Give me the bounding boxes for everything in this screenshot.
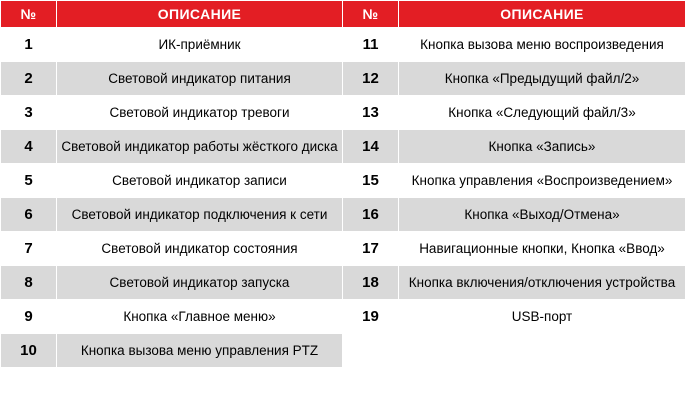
- row-description-right: Навигационные кнопки, Кнопка «Ввод»: [399, 232, 685, 266]
- row-description-left: Кнопка «Главное меню»: [57, 300, 343, 334]
- row-number-left: 1: [1, 28, 57, 62]
- row-description-left: Световой индикатор тревоги: [57, 96, 343, 130]
- table-row: [1, 232, 685, 266]
- table-body: [1, 28, 685, 368]
- table-row: [1, 300, 685, 334]
- row-number-left: 3: [1, 96, 57, 130]
- row-description-left: Кнопка вызова меню управления PTZ: [57, 334, 343, 368]
- row-number-right: 14: [343, 130, 399, 164]
- table-row: [1, 96, 685, 130]
- row-number-left: 8: [1, 266, 57, 300]
- row-description-right: Кнопка «Выход/Отмена»: [399, 198, 685, 232]
- row-description-left: Световой индикатор записи: [57, 164, 343, 198]
- table-header-row: [1, 1, 685, 28]
- table-header: [1, 1, 685, 28]
- row-description-left: Световой индикатор состояния: [57, 232, 343, 266]
- row-number-right: 17: [343, 232, 399, 266]
- table-row: [1, 130, 685, 164]
- row-number-left: 6: [1, 198, 57, 232]
- row-description-right: USB-порт: [399, 300, 685, 334]
- row-description-left: Световой индикатор подключения к сети: [57, 198, 343, 232]
- row-number-right: 11: [343, 28, 399, 62]
- row-description-left: Световой индикатор питания: [57, 62, 343, 96]
- header-number-left: №: [1, 1, 57, 28]
- row-number-right: 16: [343, 198, 399, 232]
- row-description-right: Кнопка «Следующий файл/3»: [399, 96, 685, 130]
- row-description-right: Кнопка вызова меню воспроизведения: [399, 28, 685, 62]
- table-row: [1, 266, 685, 300]
- table-row: [1, 164, 685, 198]
- row-number-left: 4: [1, 130, 57, 164]
- row-description-right: Кнопка включения/отключения устройства: [399, 266, 685, 300]
- row-description-right: Кнопка «Предыдущий файл/2»: [399, 62, 685, 96]
- row-description-left: Световой индикатор запуска: [57, 266, 343, 300]
- row-number-right: 19: [343, 300, 399, 334]
- row-number-right: 15: [343, 164, 399, 198]
- row-number-left: 9: [1, 300, 57, 334]
- header-description-right: ОПИСАНИЕ: [399, 1, 685, 28]
- table-row: [1, 28, 685, 62]
- row-number-right: 13: [343, 96, 399, 130]
- row-description-left: ИК-приёмник: [57, 28, 343, 62]
- row-number-right-empty: [343, 334, 399, 368]
- row-number-right: 18: [343, 266, 399, 300]
- row-description-left: Световой индикатор работы жёсткого диска: [57, 130, 343, 164]
- row-number-left: 10: [1, 334, 57, 368]
- row-number-left: 2: [1, 62, 57, 96]
- header-description-left: ОПИСАНИЕ: [57, 1, 343, 28]
- row-description-right: Кнопка управления «Воспроизведением»: [399, 164, 685, 198]
- table-row: [1, 334, 685, 368]
- table-row: [1, 198, 685, 232]
- header-number-right: №: [343, 1, 399, 28]
- row-number-left: 5: [1, 164, 57, 198]
- row-description-right: Кнопка «Запись»: [399, 130, 685, 164]
- table-row: [1, 62, 685, 96]
- row-description-right-empty: [399, 334, 685, 368]
- row-number-left: 7: [1, 232, 57, 266]
- row-number-right: 12: [343, 62, 399, 96]
